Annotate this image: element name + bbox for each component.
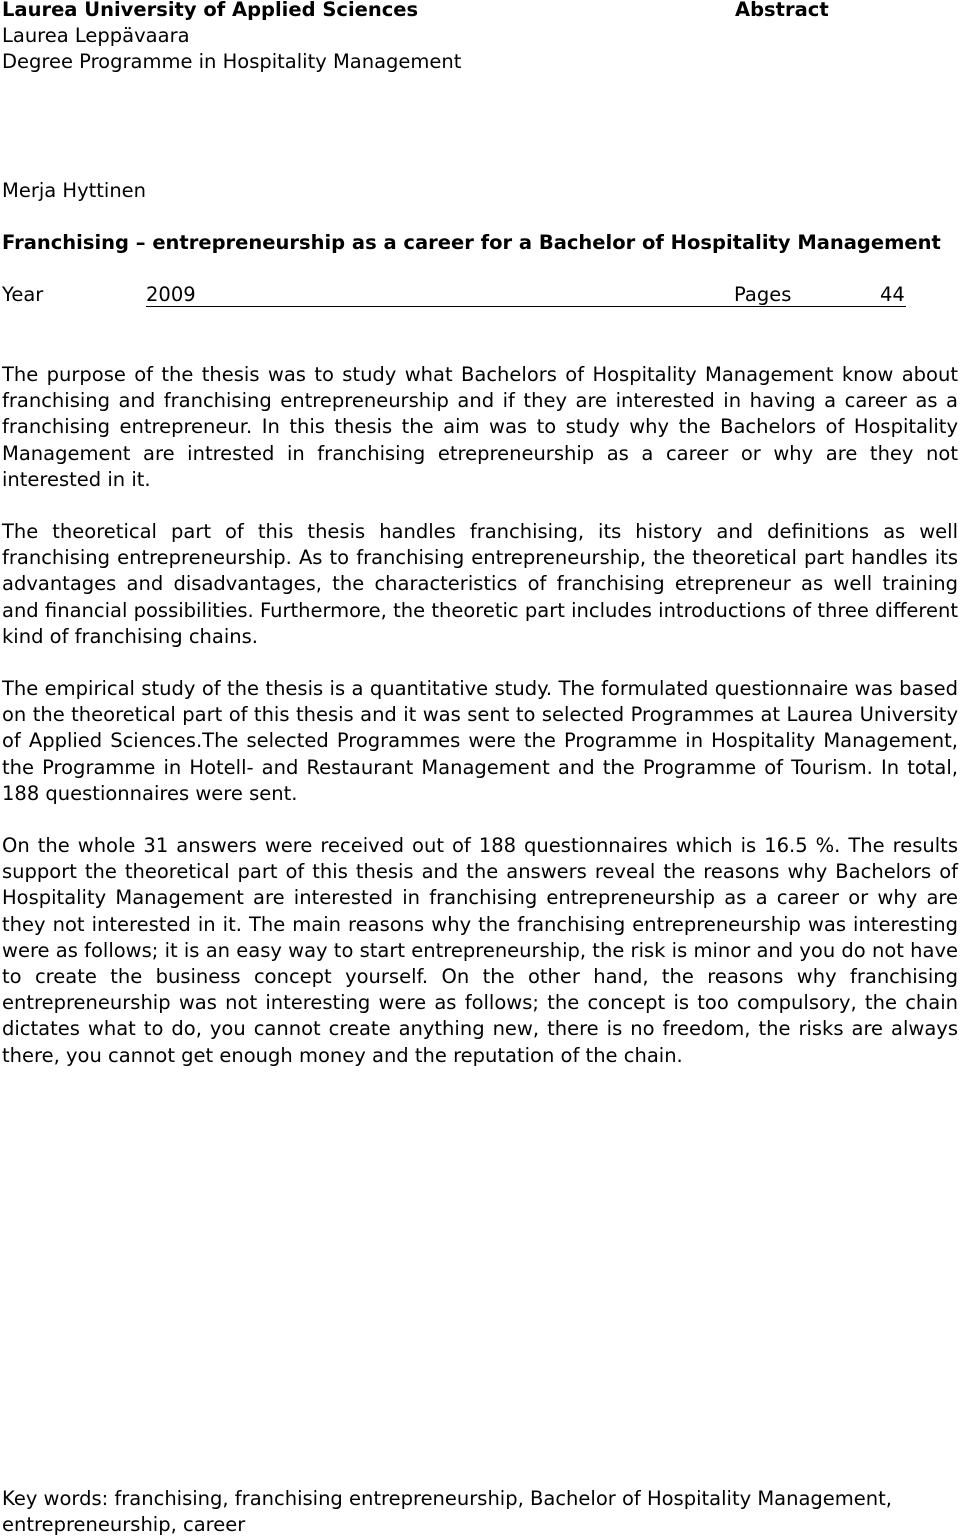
pages-value: 44 xyxy=(880,283,905,306)
abstract-paragraph: The empirical study of the thesis is a quantitative study. The formulated questionnaire was based on the theoretical part of this thesis and it was sent to selected Programmes at Laurea University of Applied Sciences.The selected Programmes were the Programme in Hospitality Management, the Programme in Hotell- and Restaurant Management and the Programme of Tourism. In total, 188 questionnaires were sent. xyxy=(2,677,958,805)
author-name: Merja Hyttinen xyxy=(2,179,147,202)
pages-label: Pages xyxy=(734,283,792,306)
meta-row xyxy=(2,282,906,308)
programme-name: Degree Programme in Hospitality Management xyxy=(2,50,462,73)
year-label: Year xyxy=(2,283,44,306)
campus-name: Laurea Leppävaara xyxy=(2,24,190,47)
abstract-paragraph: The purpose of the thesis was to study what Bachelors of Hospitality Management know about franchising and franchising entrepreneurship and if they are interested in having a career as a franchising entrepreneur. In this thesis the aim was to study why the Bachelors of Hospitality Management are intrested in franchising etrepreneurship as a career or why are they not interested in it. xyxy=(2,363,958,491)
abstract-body xyxy=(2,362,958,1095)
document-type: Abstract xyxy=(735,0,829,21)
thesis-title: Franchising – entrepreneurship as a career for a Bachelor of Hospitality Management xyxy=(2,231,941,254)
abstract-paragraph: The theoretical part of this thesis handles franchising, its history and definitions as well franchising entrepreneurship. As to franchising entrepreneurship, the theoretical part handles its advantages and disadvantages, the characteristics of franchising etrepreneur as well training and financial possibilities. Furthermore, the theoretic part includes introductions of three different kind of franchising chains. xyxy=(2,520,958,648)
keywords: Key words: franchising, franchising entrepreneurship, Bachelor of Hospitality Management, entrepreneurship, career xyxy=(2,1487,892,1536)
abstract-paragraph: On the whole 31 answers were received out of 188 questionnaires which is 16.5 %. The results support the theoretical part of this thesis and the answers reveal the reasons why Bachelors of Hospitality Management are interested in franchising entrepreneurship as a career or why are they not interested in it. The main reasons why the franchising entrepreneurship was interesting were as follows; it is an easy way to start entrepreneurship, the risk is minor and you do not have to create the business concept yourself. On the other hand, the reasons why franchising entrepreneurship was not interesting were as follows; the concept is too compulsory, the chain dictates what to do, you cannot create anything new, there is no freedom, the risks are always there, you cannot get enough money and the reputation of the chain. xyxy=(2,834,958,1067)
institution-name: Laurea University of Applied Sciences xyxy=(2,0,419,21)
meta-underline xyxy=(146,306,906,307)
year-value: 2009 xyxy=(146,283,196,306)
abstract-page xyxy=(2,0,958,1539)
header-block xyxy=(2,0,461,75)
